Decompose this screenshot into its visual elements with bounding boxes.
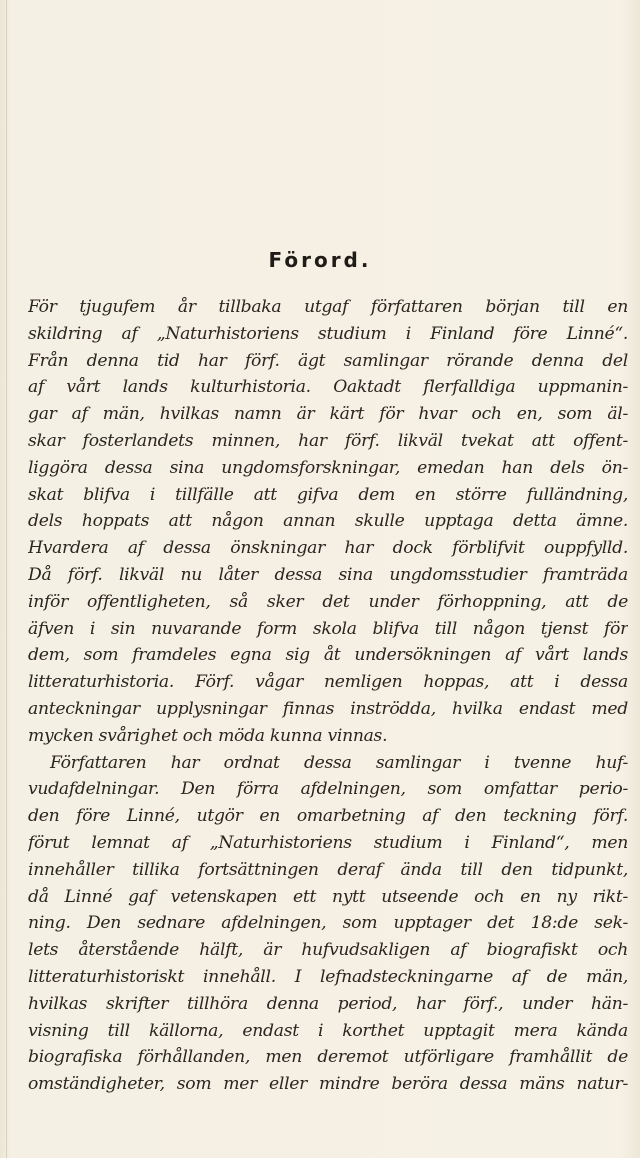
text-line: hvilkas skrifter tillhöra denna period, har förf., under hän- bbox=[28, 993, 628, 1014]
text-line: då Linné gaf vetenskapen ett nytt utseende och en ny rikt- bbox=[28, 886, 628, 907]
text-line: dem, som framdeles egna sig åt undersökningen af vårt lands bbox=[28, 645, 628, 666]
text-line: af vårt lands kulturhistoria. Oaktadt flerfalldiga uppmanin- bbox=[28, 377, 628, 398]
text-line: den före Linné, utgör en omarbetning af den teckning förf. bbox=[28, 806, 628, 827]
text-line: Då förf. likväl nu låter dessa sina ungdomsstudier framträda bbox=[28, 564, 628, 585]
text-line: Hvardera af dessa önskningar har dock förblifvit ouppfylld. bbox=[28, 538, 628, 559]
preface-body bbox=[28, 294, 628, 1098]
text-line: biografiska förhållanden, men deremot utförligare framhållit de bbox=[28, 1047, 628, 1068]
text-line: skat blifva i tillfälle att gifva dem en större fulländning, bbox=[28, 484, 628, 505]
text-line: mycken svårighet och möda kunna vinnas. bbox=[28, 725, 388, 746]
page-gutter-edge bbox=[6, 0, 7, 1158]
text-line: anteckningar upplysningar finnas inströdda, hvilka endast med bbox=[28, 698, 628, 719]
text-line: litteraturhistoriskt innehåll. I lefnadsteckningarne af de män, bbox=[28, 966, 628, 987]
text-line: skildring af „Naturhistoriens studium i Finland före Linné“. bbox=[28, 323, 628, 344]
text-line: visning till källorna, endast i korthet upptagit mera kända bbox=[28, 1020, 628, 1041]
text-line: För tjugufem år tillbaka utgaf författaren början till en bbox=[28, 297, 628, 317]
text-line: Från denna tid har förf. ägt samlingar rörande denna del bbox=[28, 350, 628, 371]
text-line: skar fosterlandets minnen, har förf. likväl tvekat att offent- bbox=[28, 430, 628, 451]
text-line: litteraturhistoria. Förf. vågar nemligen hoppas, att i dessa bbox=[28, 672, 628, 693]
text-line: inför offentligheten, så sker det under förhoppning, att de bbox=[28, 591, 628, 612]
text-line: förut lemnat af „Naturhistoriens studium i Finland“, men bbox=[28, 832, 628, 853]
text-line: Författaren har ordnat dessa samlingar i tvenne huf- bbox=[50, 752, 628, 773]
text-line: innehåller tillika fortsättningen deraf ända till den tidpunkt, bbox=[28, 859, 628, 880]
text-line: liggöra dessa sina ungdomsforskningar, emedan han dels ön- bbox=[28, 457, 628, 478]
text-line: gar af män, hvilkas namn är kärt för hvar och en, som äl- bbox=[28, 404, 628, 425]
text-line: vudafdelningar. Den förra afdelningen, som omfattar perio- bbox=[28, 779, 628, 800]
text-line: lets återstående hälft, är hufvudsakligen af biografiskt och bbox=[28, 940, 628, 961]
page-title: Förord. bbox=[268, 248, 372, 272]
text-line: dels hoppats att någon annan skulle upptaga detta ämne. bbox=[28, 511, 628, 532]
text-line: äfven i sin nuvarande form skola blifva till någon tjenst för bbox=[28, 618, 628, 639]
text-line: ning. Den sednare afdelningen, som upptager det 18:de sek- bbox=[28, 913, 628, 934]
text-line: omständigheter, som mer eller mindre beröra dessa mäns natur- bbox=[28, 1074, 628, 1095]
